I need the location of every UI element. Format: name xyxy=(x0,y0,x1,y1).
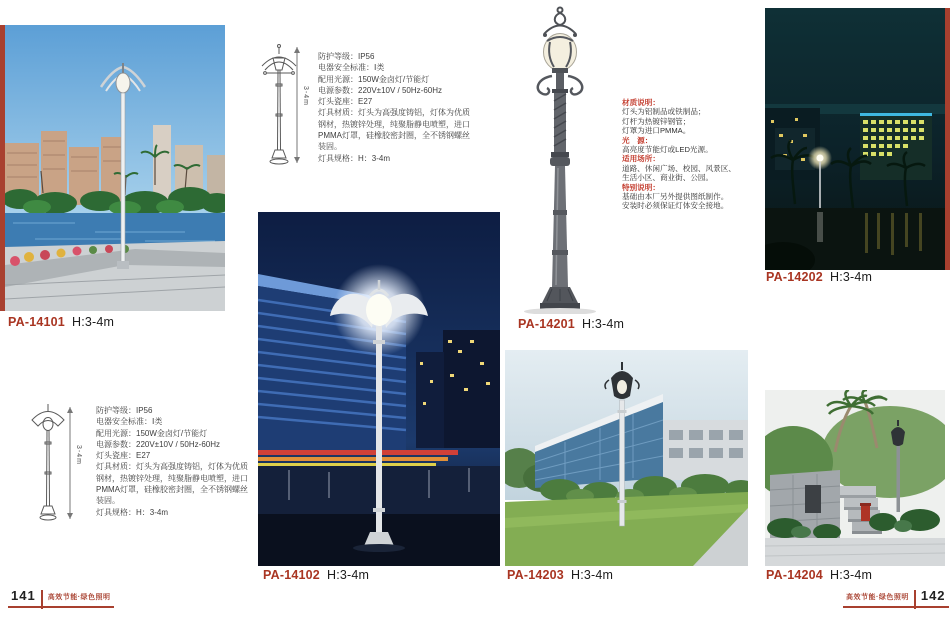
product-code: PA-14102 xyxy=(263,568,320,582)
info-line: 生活小区、商业街、公园。 xyxy=(622,173,714,183)
product-photo-pa14202 xyxy=(765,8,945,270)
dimension-line-2 xyxy=(64,404,76,527)
footer-right xyxy=(843,588,949,608)
spec-line: 配用光源：150W金卤灯/节能灯 xyxy=(96,428,208,438)
footer-divider xyxy=(914,590,916,609)
product-photo-pa14201 xyxy=(500,4,620,314)
info-heading: 特别说明： xyxy=(622,182,660,192)
spec-block-1 xyxy=(318,51,470,164)
dimension-line-1 xyxy=(291,44,303,171)
product-height: H:3-4m xyxy=(326,568,370,582)
spec-line: 电源参数：220V±10V / 50Hz-60Hz xyxy=(318,85,442,95)
spec-line: 灯具材质：灯头为高强度铸铝，灯体为优质 xyxy=(96,462,248,472)
info-heading: 光 源： xyxy=(622,135,653,145)
product-code: PA-14201 xyxy=(518,317,575,331)
spec-line: 装固。 xyxy=(318,142,342,152)
dimension-label-1: 3-4m xyxy=(302,86,309,106)
product-height: H:3-4m xyxy=(570,568,614,582)
spec-line: 配用光源：150W金卤灯/节能灯 xyxy=(318,74,430,84)
right-edge-accent-bar xyxy=(945,8,950,270)
lamp-line-drawing-2 xyxy=(28,402,68,524)
product-code: PA-14101 xyxy=(8,315,65,329)
footer-slogan-right: 高效节能·绿色照明 xyxy=(846,593,909,601)
spec-line: 电源参数：220V±10V / 50Hz-60Hz xyxy=(96,439,220,449)
product-code: PA-14204 xyxy=(766,568,823,582)
product-label-pa14204 xyxy=(766,568,872,582)
spec-line: PMMA灯罩，硅橡胶密封圈，全不锈钢螺丝 xyxy=(96,485,248,495)
info-line: 灯罩为进口PMMA。 xyxy=(622,126,691,136)
spec-block-2 xyxy=(96,405,248,518)
product-code: PA-14202 xyxy=(766,270,823,284)
dimension-label-2: 3-4m xyxy=(75,445,82,465)
product-label-pa14102 xyxy=(263,568,369,582)
footer-left xyxy=(8,588,114,608)
spec-line: 灯头瓷座：E27 xyxy=(96,451,151,461)
info-line: 高亮度节能灯或LED光源。 xyxy=(622,145,713,155)
spec-line: 装固。 xyxy=(96,496,120,506)
product-photo-pa14204 xyxy=(765,390,945,566)
spec-line: 钢材，热镀锌处理，纯聚脂静电喷塑，进口 xyxy=(318,119,470,129)
spec-line: PMMA灯罩，硅橡胶密封圈，全不锈钢螺丝 xyxy=(318,131,470,141)
info-line: 灯杆为热镀锌钢管； xyxy=(622,116,691,126)
info-line: 安装时必须保证灯体安全接地。 xyxy=(622,201,729,211)
spec-line: 灯具规格：H：3-4m xyxy=(318,153,391,163)
page-number-right: 142 xyxy=(920,588,946,603)
info-heading: 适用场所： xyxy=(622,154,660,164)
product-photo-pa14102 xyxy=(258,212,500,566)
product-height: H:3-4m xyxy=(581,317,625,331)
spec-line: 防护等级：IP56 xyxy=(318,52,375,61)
material-notes-block xyxy=(622,98,736,211)
spec-line: 钢材，热镀锌处理，纯聚脂静电喷塑，进口 xyxy=(96,473,248,483)
spec-line: 电器安全标准：Ⅰ类 xyxy=(318,63,385,73)
page-number-left: 141 xyxy=(11,588,36,603)
footer-divider xyxy=(41,590,43,609)
spec-line: 电器安全标准：Ⅰ类 xyxy=(96,417,163,427)
info-line: 基础由本厂另外提供图纸制作。 xyxy=(622,192,729,202)
product-height: H:3-4m xyxy=(829,270,873,284)
product-code: PA-14203 xyxy=(507,568,564,582)
spec-line: 灯头瓷座：E27 xyxy=(318,97,373,107)
spec-line: 灯具规格：H：3-4m xyxy=(96,507,169,517)
product-photo-pa14101 xyxy=(5,25,225,311)
product-label-pa14101 xyxy=(8,315,114,329)
product-height: H:3-4m xyxy=(829,568,873,582)
info-heading: 材质说明： xyxy=(622,98,660,107)
product-label-pa14201 xyxy=(518,317,624,331)
product-label-pa14202 xyxy=(766,270,872,284)
footer-slogan-left: 高效节能·绿色照明 xyxy=(47,593,111,601)
product-photo-pa14203 xyxy=(505,350,748,566)
info-line: 道路、休闲广场、校园、风景区、 xyxy=(622,163,736,173)
spec-line: 防护等级：IP56 xyxy=(96,406,153,415)
info-line: 灯头为铝制品或铁制品； xyxy=(622,107,706,117)
product-label-pa14203 xyxy=(507,568,613,582)
product-height: H:3-4m xyxy=(71,315,115,329)
spec-line: 灯具材质：灯头为高强度铸铝，灯体为优质 xyxy=(318,108,470,118)
